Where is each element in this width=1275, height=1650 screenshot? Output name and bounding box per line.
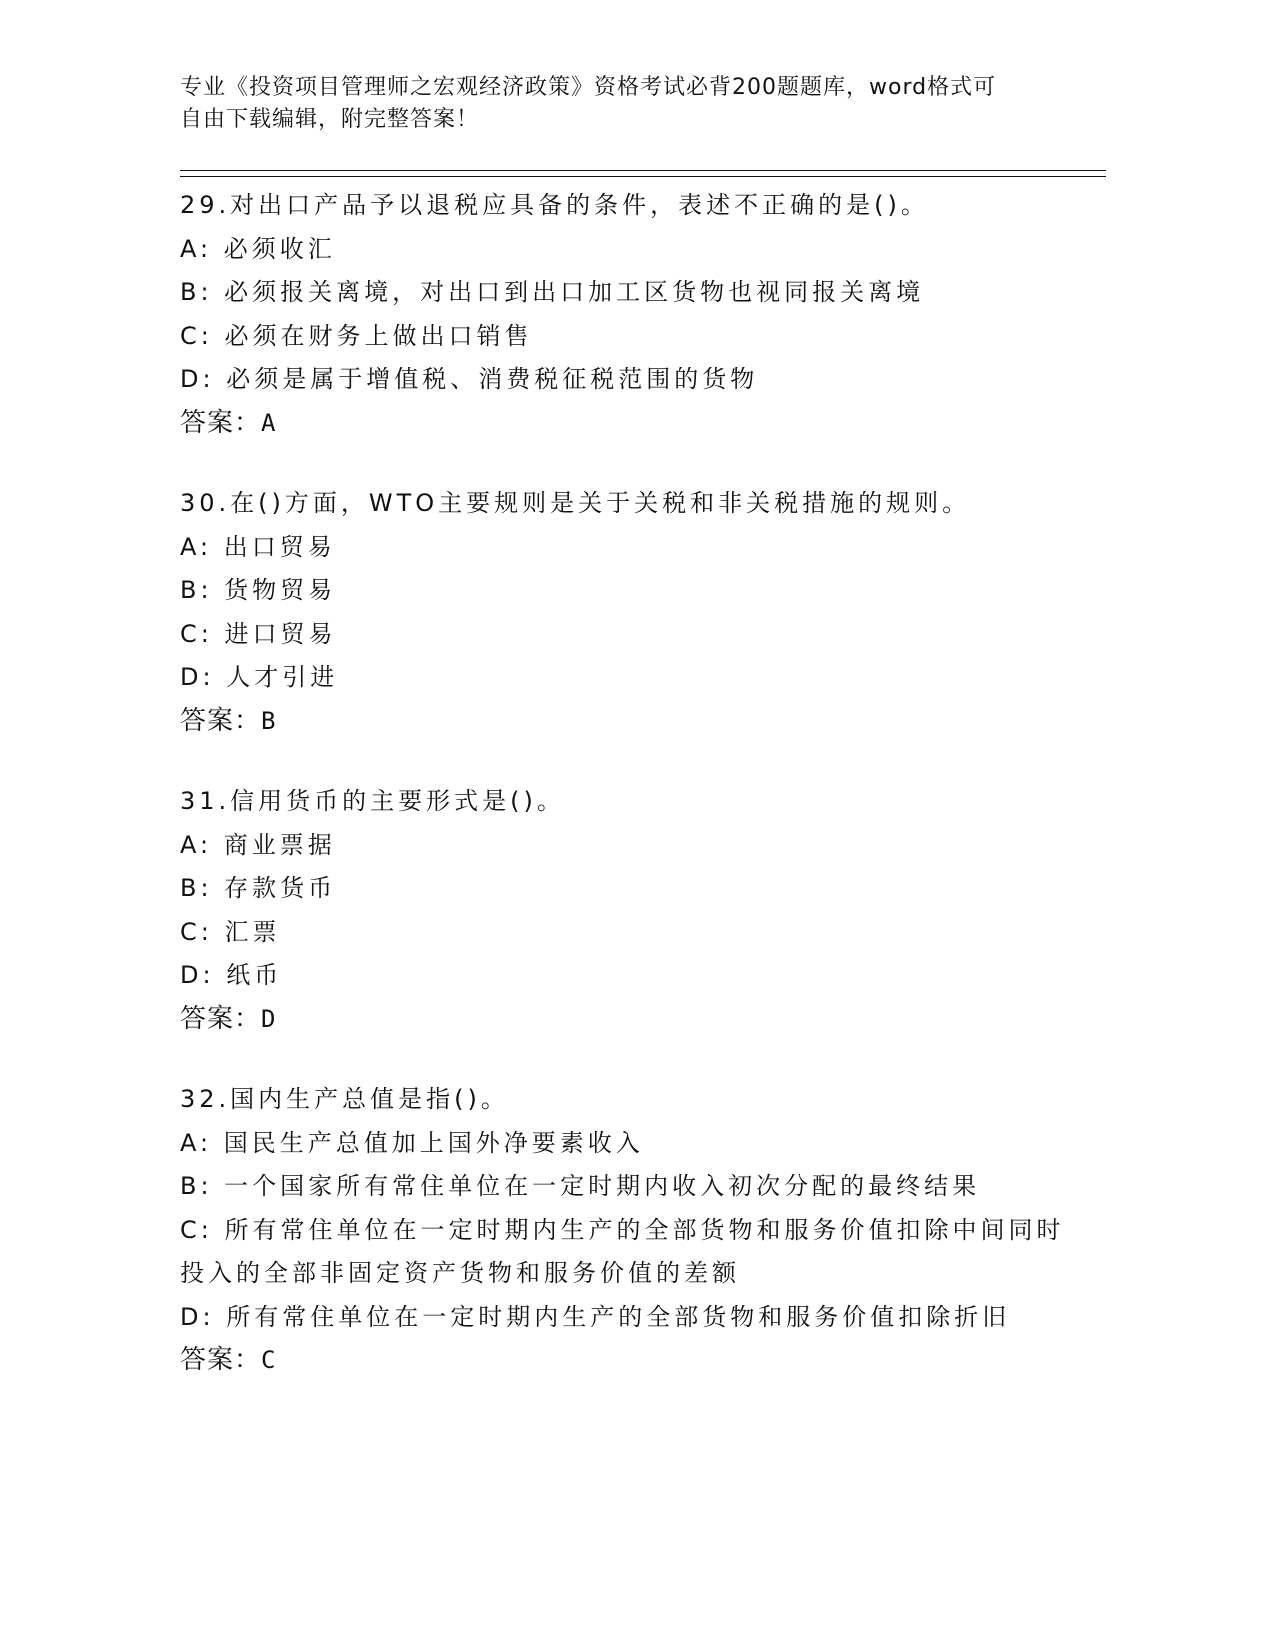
option-c: C: 进口贸易 xyxy=(180,619,337,648)
question-stem: 31.信用货币的主要形式是()。 xyxy=(180,787,565,815)
header-divider-top xyxy=(180,170,1106,171)
option-c: C: 汇票 xyxy=(180,917,281,946)
answer-value: A xyxy=(261,408,277,437)
question-block xyxy=(180,780,1080,1041)
option-b: B: 货物贸易 xyxy=(180,576,337,604)
option-b: B: 存款货币 xyxy=(180,874,337,902)
question-stem: 29.对出口产品予以退税应具备的条件，表述不正确的是()。 xyxy=(180,191,929,219)
answer-label: 答案： xyxy=(180,407,262,438)
header-title-line-1: 专业《投资项目管理师之宏观经济政策》资格考试必背200题题库，word格式可 xyxy=(180,75,997,100)
option-a: A: 必须收汇 xyxy=(180,234,336,263)
question-block xyxy=(180,482,1080,743)
option-d: D: 纸币 xyxy=(180,961,283,989)
answer-line xyxy=(180,1339,1080,1383)
answer-line xyxy=(180,998,1080,1042)
answer-value: D xyxy=(261,1004,277,1033)
option-c: C: 所有常住单位在一定时期内生产的全部货物和服务价值扣除中间同时投入的全部非固定资产货物和服务价值的差额 xyxy=(180,1215,1065,1287)
header-title-line-2: 自由下载编辑，附完整答案！ xyxy=(180,107,480,132)
option-b: B: 一个国家所有常住单位在一定时期内收入初次分配的最终结果 xyxy=(180,1172,981,1200)
answer-line xyxy=(180,402,1080,446)
question-block xyxy=(180,1078,1080,1383)
answer-label: 答案： xyxy=(180,1345,262,1375)
option-a: A: 商业票据 xyxy=(180,830,336,859)
answer-value: C xyxy=(261,1346,277,1374)
question-stem: 30.在()方面，WTO主要规则是关于关税和非关税措施的规则。 xyxy=(180,489,971,517)
option-c: C: 必须在财务上做出口销售 xyxy=(180,321,533,350)
question-list xyxy=(180,184,1080,1420)
answer-line xyxy=(180,700,1080,744)
option-b: B: 必须报关离境，对出口到出口加工区货物也视同报关离境 xyxy=(180,278,925,306)
answer-label: 答案： xyxy=(180,1003,262,1034)
option-d: D: 所有常住单位在一定时期内生产的全部货物和服务价值扣除折旧 xyxy=(180,1302,1011,1331)
option-a: A: 出口贸易 xyxy=(180,532,336,561)
option-d: D: 人才引进 xyxy=(180,663,339,691)
question-stem: 32.国内生产总值是指()。 xyxy=(180,1085,509,1113)
answer-value: B xyxy=(261,706,277,735)
document-header xyxy=(180,72,1040,136)
answer-label: 答案： xyxy=(180,705,262,736)
question-block xyxy=(180,184,1080,445)
header-divider-bottom xyxy=(180,176,1106,177)
option-a: A: 国民生产总值加上国外净要素收入 xyxy=(180,1128,644,1157)
option-d: D: 必须是属于增值税、消费税征税范围的货物 xyxy=(180,365,759,393)
